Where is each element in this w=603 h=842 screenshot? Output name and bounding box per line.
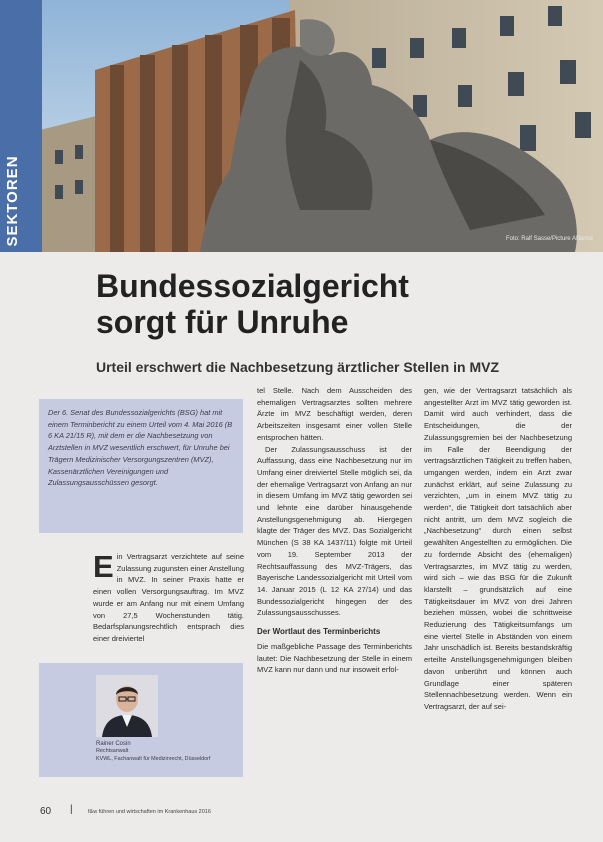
- title-line-2: sorgt für Unruhe: [96, 304, 349, 340]
- section-heading: Der Wortlaut des Terminberichts: [257, 627, 381, 637]
- section-tab-label: SEKTOREN: [4, 155, 21, 247]
- column-2-paragraph-1: tel Stelle. Nach dem Ausscheiden des ehemaligen Vertragsarztes sollten mehrere Ärzte im MVZ beschäftigt werden, deren Arbeitszeiten insgesamt einer vollen Stelle entsprochen hätten.: [257, 386, 412, 442]
- article-title: [96, 268, 536, 340]
- column-1-paragraph: [93, 551, 244, 645]
- section-tab: [0, 0, 42, 252]
- column-3: [424, 385, 572, 713]
- column-1: [93, 551, 244, 645]
- column-2: [257, 385, 412, 676]
- author-role: Rechtsanwalt: [96, 748, 129, 754]
- column-3-paragraph: gen, wie der Vertragsarzt tatsächlich als angestellter Arzt im MVZ tätig geworden ist. Damit wird auch verhindert, dass die Entscheidungen, die der Zulassungsgremien bei der Nachbesetzung im Falle der Beendigung der vertragsärztlichen Tätigkeit zu treffen haben, umgangen werden, indem ein Arzt zwar zunächst erklärt, auf seine Zulassung zu verzichten, „um in einem MVZ tätig zu werden“, die Tätigkeit dort tatsächlich aber nicht antritt, um dem MVZ sogleich die „Nachbesetzung“ durch einen selbst gewählten Angestellten zu ermöglichen. Die zu fordernde Absicht des (ehemaligen) Vertragsarztes, im MVZ tätig zu werden, wird sich – wie das BSG für die Zukunft klarstellt – grundsätzlich auf eine Tätigkeitsdauer im MVZ von drei Jahren beziehen müssen, wobei die schrittweise Reduzierung des Tätigkeitsumfangs um eine viertel Stelle in Abständen von einem Jahr unschädlich ist. Bereits bestandskräftig erteilte Anstellungsgenehmigungen bleiben davon unberührt und können auch Grundlage einer späteren Stellennachbesetzung werden. Wenn ein Vertragsarzt, der auf sei-: [424, 386, 572, 711]
- drop-cap: E: [93, 549, 114, 584]
- abstract-box: [39, 399, 243, 533]
- author-photo: [96, 675, 158, 737]
- header-photo: [0, 0, 603, 252]
- footer-source: f&w führen und wirtschaften im Krankenhaus 2016: [88, 809, 211, 815]
- photo-credit: Foto: Ralf Sasse/Picture Alliance: [505, 236, 593, 242]
- author-portrait: [96, 675, 158, 737]
- author-box: [39, 663, 243, 777]
- author-firm: KVWL, Fachanwalt für Medizinrecht, Düsseldorf: [96, 755, 211, 762]
- article-subtitle: Urteil erschwert die Nachbesetzung ärztlicher Stellen in MVZ: [96, 359, 499, 375]
- abstract-text: Der 6. Senat des Bundessozialgerichts (BSG) hat mit einem Terminbericht zu einem Urteil vom 4. Mai 2016 (B 6 KA 21/15 R), mit dem er die Nachbesetzung von Arztstellen in MVZ wesentlich erschwert, für Unruhe bei Trägern Medizinischer Versorgungszentren (MVZ), Kassenärztlichen Vereinigungen und Zulassungsausschüssen gesorgt.: [48, 408, 233, 488]
- page-number: 60: [40, 806, 52, 817]
- column-1-text: in Vertragsarzt verzichtete auf seine Zulassung zugunsten einer Anstellung in MVZ. In seiner Praxis hatte er einen vollen Versorgungsauftrag. Im MVZ wurde er am Anfang nur mit einem Umfang von 27,5 Wochenstunden tätig. Bedarfsplanungsrechtlich entsprach dies einer dreiviertel: [93, 552, 244, 643]
- column-2-paragraph-3: Die maßgebliche Passage des Terminberichts lautet: Die Nachbesetzung der Stelle in einem MVZ kann nur dann und nur insoweit erfol-: [257, 642, 412, 675]
- building-sculpture-image: [0, 0, 603, 252]
- footer-separator: |: [70, 804, 73, 815]
- title-line-1: Bundessozialgericht: [96, 268, 409, 304]
- author-info: [96, 748, 236, 763]
- author-name: Rainer Cosin: [96, 741, 131, 747]
- column-2-paragraph-2: Der Zulassungsausschuss ist der Auffassung, dass eine Nachbesetzung nur im Umfang einer dreiviertel Stelle möglich sei, da der ehemalige Vertragsarzt von Anfang an nur in diesem Umfang im MVZ tätig geworden sei und lehnte eine darüber hinausgehende Anstellungsgenehmigung ab. Hiergegen klagte der Träger des MVZ. Das Sozialgericht München (S 38 KA 1437/11) folgte mit Urteil vom 19. September 2013 der Rechtsauffassung des MVZ-Trägers, das Bayerische Landessozialgericht mit Urteil vom 14. Januar 2015 (L 12 KA 27/14) und das Bundessozialgericht hingegen der des Zulassungsausschusses.: [257, 444, 412, 618]
